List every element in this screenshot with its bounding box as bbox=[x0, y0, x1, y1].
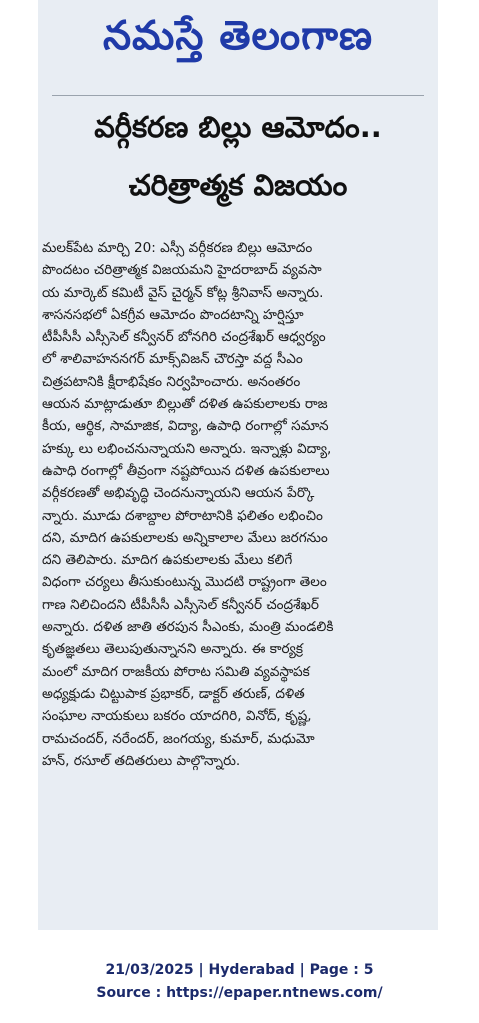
headline-line-2: చరిత్రాత్మక విజయం bbox=[128, 168, 348, 202]
body-line: అన్నారు. దళిత జాతి తరపున సీఎంకు, మంత్రి మండలికి bbox=[42, 619, 334, 636]
body-line: న్నారు. మూడు దశాబ్దాల పోరాటానికి ఫలితం లభించిం bbox=[42, 507, 323, 524]
body-line: విధంగా చర్యలు తీసుకుంటున్న మొదటి రాష్ట్రంగా తెలం bbox=[42, 574, 327, 591]
body-line: టీపీసీసీ ఎస్సీసెల్ కన్వీనర్ బోనగిరి చంద్రశేఖర్ ఆధ్వర్యం bbox=[42, 329, 326, 346]
body-line: శాసనసభలో ఏకగ్రీవ ఆమోదం పొందటాన్ని హర్షిస్తూ bbox=[42, 306, 304, 323]
body-line: గాణ నిలిచిందని టీపీసీసీ ఎస్సీసెల్ కన్వీనర్ చంద్రశేఖర్ bbox=[42, 596, 319, 613]
headline-line-1: వర్గీకరణ బిల్లు ఆమోదం.. bbox=[94, 110, 382, 144]
body-line: కృతజ్ఞతలు తెలుపుతున్నానని అన్నారు. ఈ కార్యక్ర bbox=[42, 641, 303, 658]
masthead bbox=[38, 0, 438, 82]
body-line: హక్కు లు లభించనున్నాయని అన్నారు. ఇన్నాళ్లు విద్యా, bbox=[42, 440, 332, 457]
body-line: పొందటం చరిత్రాత్మక విజయమని హైదరాబాద్ వ్యవసా bbox=[42, 262, 322, 279]
body-line: దని తెలిపారు. మాదిగ ఉపకులాలకు మేలు కలిగే bbox=[42, 552, 293, 569]
body-line: దని, మాదిగ ఉపకులాలకు అన్నికాలాల మేలు జరగనుం bbox=[42, 529, 328, 546]
date-location-page: 21/03/2025 | Hyderabad | Page : 5 bbox=[105, 962, 374, 978]
body-line: కీయ, ఆర్థిక, సామాజిక, విద్యా, ఉపాధి రంగాల్లో సమాన bbox=[42, 418, 329, 435]
divider bbox=[52, 95, 424, 96]
body-line: చిత్రపటానికి క్షీరాభిషేకం నిర్వహించారు. అనంతరం bbox=[42, 373, 301, 390]
body-line: ఆయన మాట్లాడుతూ బిల్లుతో దళిత ఉపకులాలకు రాజ bbox=[42, 396, 328, 413]
newspaper-title: నమస్తే తెలంగాణ bbox=[102, 13, 374, 59]
body-line: అధ్యక్షుడు చిట్టుపాక ప్రభాకర్, డాక్టర్ తరుణ్, దళిత bbox=[42, 685, 305, 702]
body-line: సంఘాల నాయకులు బకరం యాదగిరి, వినోద్, కృష్ణ, bbox=[42, 708, 312, 725]
body-line: రామచందర్, నరేందర్, జంగయ్య, కుమార్, మధుమో bbox=[42, 730, 315, 747]
source-link[interactable]: Source : https://epaper.ntnews.com/ bbox=[96, 985, 383, 1001]
body-line: మంలో మాదిగ రాజకీయ పోరాట సమితి వ్యవస్థాపక bbox=[42, 663, 310, 680]
body-line: వర్గీకరణతో అభివృద్ధి చెందనున్నాయని ఆయన పేర్కొ bbox=[42, 485, 315, 502]
body-line: య మార్కెట్ కమిటీ వైస్ చైర్మన్ కోట్ల శ్రీనివాస్ అన్నారు. bbox=[42, 284, 324, 301]
body-line: మలక్‌పేట మార్చి 20: ఎస్సీ వర్గీకరణ బిల్లు ఆమోదం bbox=[42, 240, 313, 256]
body-line: ఉపాధి రంగాల్లో తీవ్రంగా నష్టపోయిన దళిత ఉపకులాలు bbox=[42, 462, 330, 479]
body-line: లో శాలివాహననగర్ మాక్స్‌విజన్ చౌరస్తా వద్ద సీఎం bbox=[42, 351, 303, 368]
body-line: హన్, రసూల్ తదితరులు పాల్గొన్నారు. bbox=[42, 752, 241, 769]
article-body bbox=[42, 237, 434, 772]
news-clipping bbox=[38, 0, 438, 930]
